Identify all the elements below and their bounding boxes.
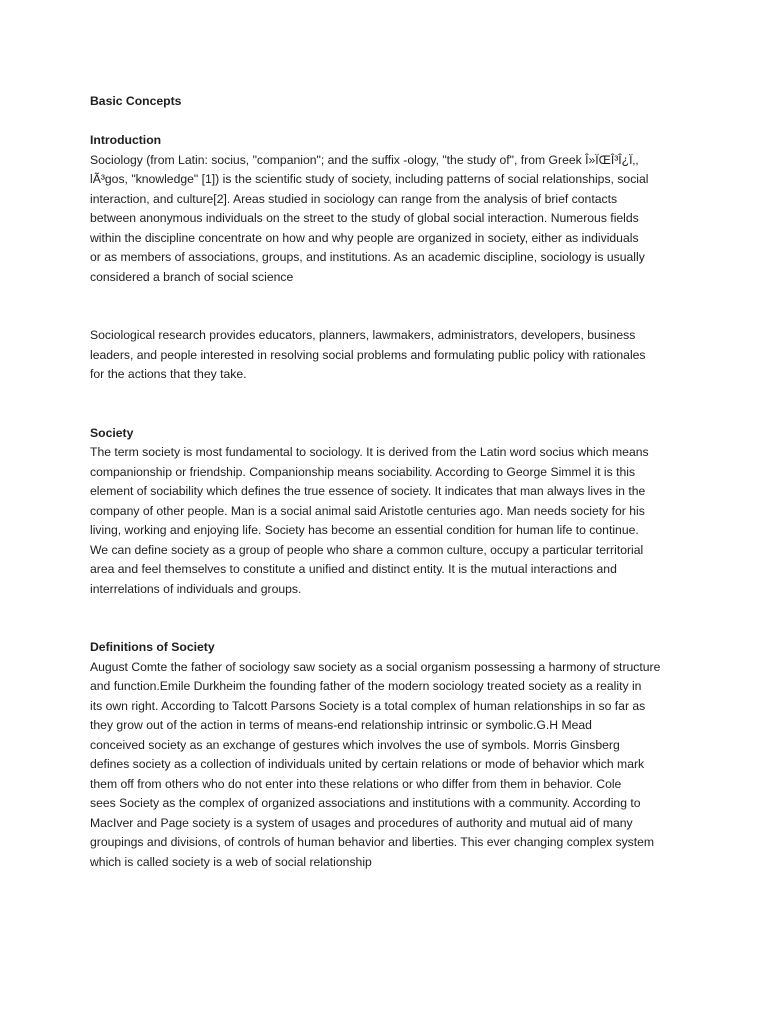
text-line: them off from others who do not enter into these relations or who differ from them in behavior. Cole bbox=[90, 776, 622, 791]
section-heading-introduction: Introduction bbox=[90, 133, 162, 147]
text-line: groupings and divisions, of controls of human behavior and liberties. This ever changing complex system bbox=[90, 835, 655, 849]
spacer bbox=[90, 112, 690, 132]
text-line: which is called society is a web of social relationship bbox=[90, 854, 372, 869]
text-line: Sociological research provides educators, planners, lawmakers, administrators, developers, business bbox=[90, 328, 636, 342]
paragraph-introduction-2 bbox=[90, 326, 690, 385]
text-line: and function.Emile Durkheim the founding father of the modern sociology treated society as a reality in bbox=[90, 679, 642, 693]
spacer bbox=[90, 385, 690, 424]
text-line: its own right. According to Talcott Parsons Society is a total complex of human relationships in so far as bbox=[90, 698, 646, 713]
text-line: element of sociability which defines the true essence of society. It indicates that man always lives in the bbox=[90, 484, 646, 498]
text-line: considered a branch of social science bbox=[90, 269, 294, 284]
text-line: lÃ³gos, "knowledge" [1]) is the scientific study of society, including patterns of social relationships, social bbox=[90, 172, 649, 186]
paragraph-society bbox=[90, 443, 690, 599]
text-line: they grow out of the action in terms of means-end relationship intrinsic or symbolic.G.H Mead bbox=[90, 718, 592, 732]
text-line: The term society is most fundamental to sociology. It is derived from the Latin word socius which means bbox=[90, 445, 649, 459]
text-line: between anonymous individuals on the street to the study of global social interaction. Numerous fields bbox=[90, 211, 639, 225]
text-line: or as members of associations, groups, and institutions. As an academic discipline, sociology is usually bbox=[90, 250, 645, 264]
document-page bbox=[90, 92, 690, 872]
text-line: conceived society as an exchange of gestures which involves the use of symbols. Morris Ginsberg bbox=[90, 737, 620, 752]
text-line: Sociology (from Latin: socius, "companion"; and the suffix -ology, "the study of", from Greek Î»ÏŒÎ³Î¿Ï‚, bbox=[90, 152, 639, 167]
document-title: Basic Concepts bbox=[90, 94, 182, 108]
text-line: leaders, and people interested in resolving social problems and formulating public policy with rationales bbox=[90, 347, 646, 362]
text-line: August Comte the father of sociology saw society as a social organism possessing a harmony of structure bbox=[90, 659, 661, 674]
text-line: sees Society as the complex of organized associations and institutions with a community. According to bbox=[90, 796, 641, 810]
text-line: companionship or friendship. Companionship means sociability. According to George Simmel it is this bbox=[90, 464, 636, 479]
spacer bbox=[90, 599, 690, 638]
paragraph-introduction-1 bbox=[90, 151, 690, 288]
section-heading-definitions: Definitions of Society bbox=[90, 640, 215, 654]
spacer bbox=[90, 287, 690, 326]
text-line: MacIver and Page society is a system of usages and procedures of authority and mutual aid of many bbox=[90, 815, 633, 830]
text-line: living, working and enjoying life. Society has become an essential condition for human life to continue. bbox=[90, 523, 639, 537]
text-line: area and feel themselves to constitute a unified and distinct entity. It is the mutual interactions and bbox=[90, 562, 617, 576]
text-line: for the actions that they take. bbox=[90, 367, 247, 381]
text-line: defines society as a collection of individuals united by certain relations or mode of behavior which mark bbox=[90, 757, 645, 771]
text-line: We can define society as a group of people who share a common culture, occupy a particular territorial bbox=[90, 542, 644, 557]
paragraph-definitions bbox=[90, 658, 690, 873]
text-line: interaction, and culture[2]. Areas studied in sociology can range from the analysis of brief contacts bbox=[90, 191, 618, 206]
text-line: interrelations of individuals and groups. bbox=[90, 581, 302, 596]
text-line: within the discipline concentrate on how and why people are organized in society, either as individuals bbox=[90, 230, 639, 245]
section-heading-society: Society bbox=[90, 425, 134, 440]
text-line: company of other people. Man is a social animal said Aristotle centuries ago. Man needs society for his bbox=[90, 503, 645, 518]
